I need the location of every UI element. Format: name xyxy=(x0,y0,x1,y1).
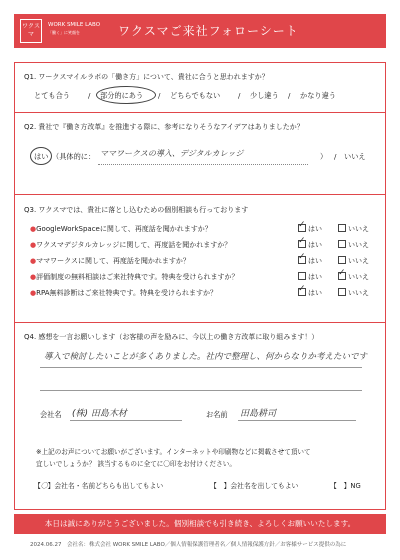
fine-print: 2024.06.27 会社名：株式会社 WORK SMILE LABO／個人情報保護管理者名／個人情報保護方針／お客様サービス提供の為に xyxy=(30,542,347,548)
q3-item-2 xyxy=(30,240,231,250)
q3-item-1 xyxy=(30,224,212,234)
section-divider xyxy=(14,322,386,323)
checkbox-icon[interactable] xyxy=(338,224,346,232)
consent-mark: 〇 xyxy=(40,482,48,490)
q3-item-4-no[interactable] xyxy=(338,272,369,282)
checkbox-checked-icon[interactable] xyxy=(298,288,306,296)
q3-item-3-yes[interactable] xyxy=(298,256,322,266)
checkbox-checked-icon[interactable] xyxy=(298,240,306,248)
q3-item-2-no[interactable] xyxy=(338,240,369,250)
q3-item-4 xyxy=(30,272,239,282)
q1-selected-circle xyxy=(96,86,156,104)
q2-no[interactable]: いいえ xyxy=(344,152,366,161)
logo-icon xyxy=(20,19,42,43)
consent-option-1-label: 会社名・名前どちらも出してもよい xyxy=(54,482,164,490)
q3-yes-label: はい xyxy=(308,273,322,281)
q2-question: Q2. 貴社で『働き方改革』を推進する際に、参考になりそうなアイデアはありましたか？ xyxy=(24,123,304,131)
q2-yes[interactable]: はい xyxy=(34,152,49,161)
q3-yes-label: はい xyxy=(308,257,322,265)
q3-question: Q3. ワクスマでは、貴社に落とし込むための個別相談も行っております xyxy=(24,206,249,214)
q3-item-4-text: 評価制度の無料相談はご来社特典です。特典を受けられますか？ xyxy=(36,273,239,281)
consent-option-2[interactable]: 【 】会社名を出してもよい xyxy=(210,482,299,490)
q3-item-1-no[interactable] xyxy=(338,224,369,234)
q3-item-2-yes[interactable] xyxy=(298,240,322,250)
q3-item-5 xyxy=(30,288,217,298)
checkbox-icon[interactable] xyxy=(338,288,346,296)
name-value[interactable]: 田島耕司 xyxy=(240,409,277,419)
company-value[interactable]: (株) 田島木材 xyxy=(72,409,127,419)
q2-selected-circle xyxy=(30,147,52,165)
q1-sep: / xyxy=(288,91,291,100)
consent-option-3-label: NG xyxy=(350,482,361,490)
q3-item-3 xyxy=(30,256,190,266)
footer-bar xyxy=(14,514,386,534)
logo-mark: ワクスマ xyxy=(22,23,40,38)
consent-line-2: 宜しいでしょうか？ 該当するものに全てに〇印をお付けください。 xyxy=(36,460,236,468)
q1-option-4[interactable]: 少し違う xyxy=(250,91,279,100)
checkbox-icon[interactable] xyxy=(338,256,346,264)
q3-item-3-text: ママワークスに関して、再度話を聞かれますか？ xyxy=(36,257,190,265)
bullet-icon: ● xyxy=(30,289,37,297)
q3-no-label: いいえ xyxy=(348,289,369,297)
checkbox-checked-icon[interactable] xyxy=(298,256,306,264)
q1-option-2[interactable]: 部分的にあう xyxy=(100,91,144,100)
company-line xyxy=(70,420,182,421)
q3-item-5-no[interactable] xyxy=(338,288,369,298)
q3-item-2-text: ワクスマデジタルカレッジに関して、再度話を聞かれますか？ xyxy=(36,241,232,249)
logo-tagline: 「働く」に笑顔を xyxy=(48,30,80,35)
q2-sep: / xyxy=(334,152,337,161)
q1-option-1[interactable]: とても合う xyxy=(34,91,70,100)
q3-yes-label: はい xyxy=(308,241,322,249)
q1-option-5[interactable]: かなり違う xyxy=(300,91,336,100)
section-divider xyxy=(14,194,386,195)
q4-comment-line xyxy=(40,367,362,368)
checkbox-icon[interactable] xyxy=(338,240,346,248)
page-title: ワクスマご来社フォローシート xyxy=(118,24,299,38)
q1-question: Q1. ワークスマイルラボの「働き方」について、貴社に合うと思われますか？ xyxy=(24,73,269,81)
name-label: お名前 xyxy=(206,410,228,419)
name-line xyxy=(238,420,356,421)
q3-no-label: いいえ xyxy=(348,241,369,249)
q4-question: Q4. 感想を一言お願いします（お客様の声を励みに、今以上の働き方改革に取り組みます！） xyxy=(24,333,319,341)
company-label: 会社名 xyxy=(40,410,62,419)
consent-option-1[interactable]: 【〇】会社名・名前どちらも出してもよい xyxy=(34,482,164,490)
q2-detail-label: （具体的に： xyxy=(52,152,96,161)
q3-item-5-text: RPA無料診断はご来社特典です。特典を受けられますか？ xyxy=(36,289,217,297)
q1-sep: / xyxy=(158,91,161,100)
bullet-icon: ● xyxy=(30,273,37,281)
q3-item-1-yes[interactable] xyxy=(298,224,322,234)
q3-no-label: いいえ xyxy=(348,257,369,265)
q1-sep: / xyxy=(88,91,91,100)
logo-name: WORK SMILE LABO xyxy=(48,22,101,28)
header-bar xyxy=(14,14,386,48)
consent-option-3[interactable]: 【 】NG xyxy=(330,482,361,490)
q3-item-3-no[interactable] xyxy=(338,256,369,266)
section-divider xyxy=(14,112,386,113)
checkbox-checked-icon[interactable] xyxy=(298,224,306,232)
q3-item-5-yes[interactable] xyxy=(298,288,322,298)
q3-no-label: いいえ xyxy=(348,225,369,233)
q4-comment-line xyxy=(40,390,362,391)
q2-close-paren: ） xyxy=(320,152,328,161)
q3-no-label: いいえ xyxy=(348,273,369,281)
q1-option-3[interactable]: どちらでもない xyxy=(170,91,221,100)
q2-answer[interactable]: ママワークスの導入、デジタルカレッジ xyxy=(100,149,244,158)
q3-item-4-yes[interactable] xyxy=(298,272,322,282)
bullet-icon: ● xyxy=(30,241,37,249)
footer-thanks: 本日は誠にありがとうございました。個別相談でも引き続き、よろしくお願いいたします。 xyxy=(44,519,356,528)
bullet-icon: ● xyxy=(30,257,37,265)
q3-item-1-text: GoogleWorkSpaceに関して、再度話を聞かれますか？ xyxy=(36,225,212,233)
checkbox-icon[interactable] xyxy=(298,272,306,280)
consent-line-1: ※上記のお声についてお願いがございます。インターネットや印刷物などに掲載させて頂いて xyxy=(36,448,311,456)
q3-yes-label: はい xyxy=(308,225,322,233)
q2-answer-line xyxy=(98,164,308,165)
checkbox-checked-icon[interactable] xyxy=(338,272,346,280)
q3-yes-label: はい xyxy=(308,289,322,297)
q4-comment[interactable]: 導入で検討したいことが多くありました。社内で整理し、何からなりか考えたいです xyxy=(44,352,368,362)
bullet-icon: ● xyxy=(30,225,37,233)
consent-option-2-label: 会社名を出してもよい xyxy=(230,482,299,490)
q1-sep: / xyxy=(238,91,241,100)
